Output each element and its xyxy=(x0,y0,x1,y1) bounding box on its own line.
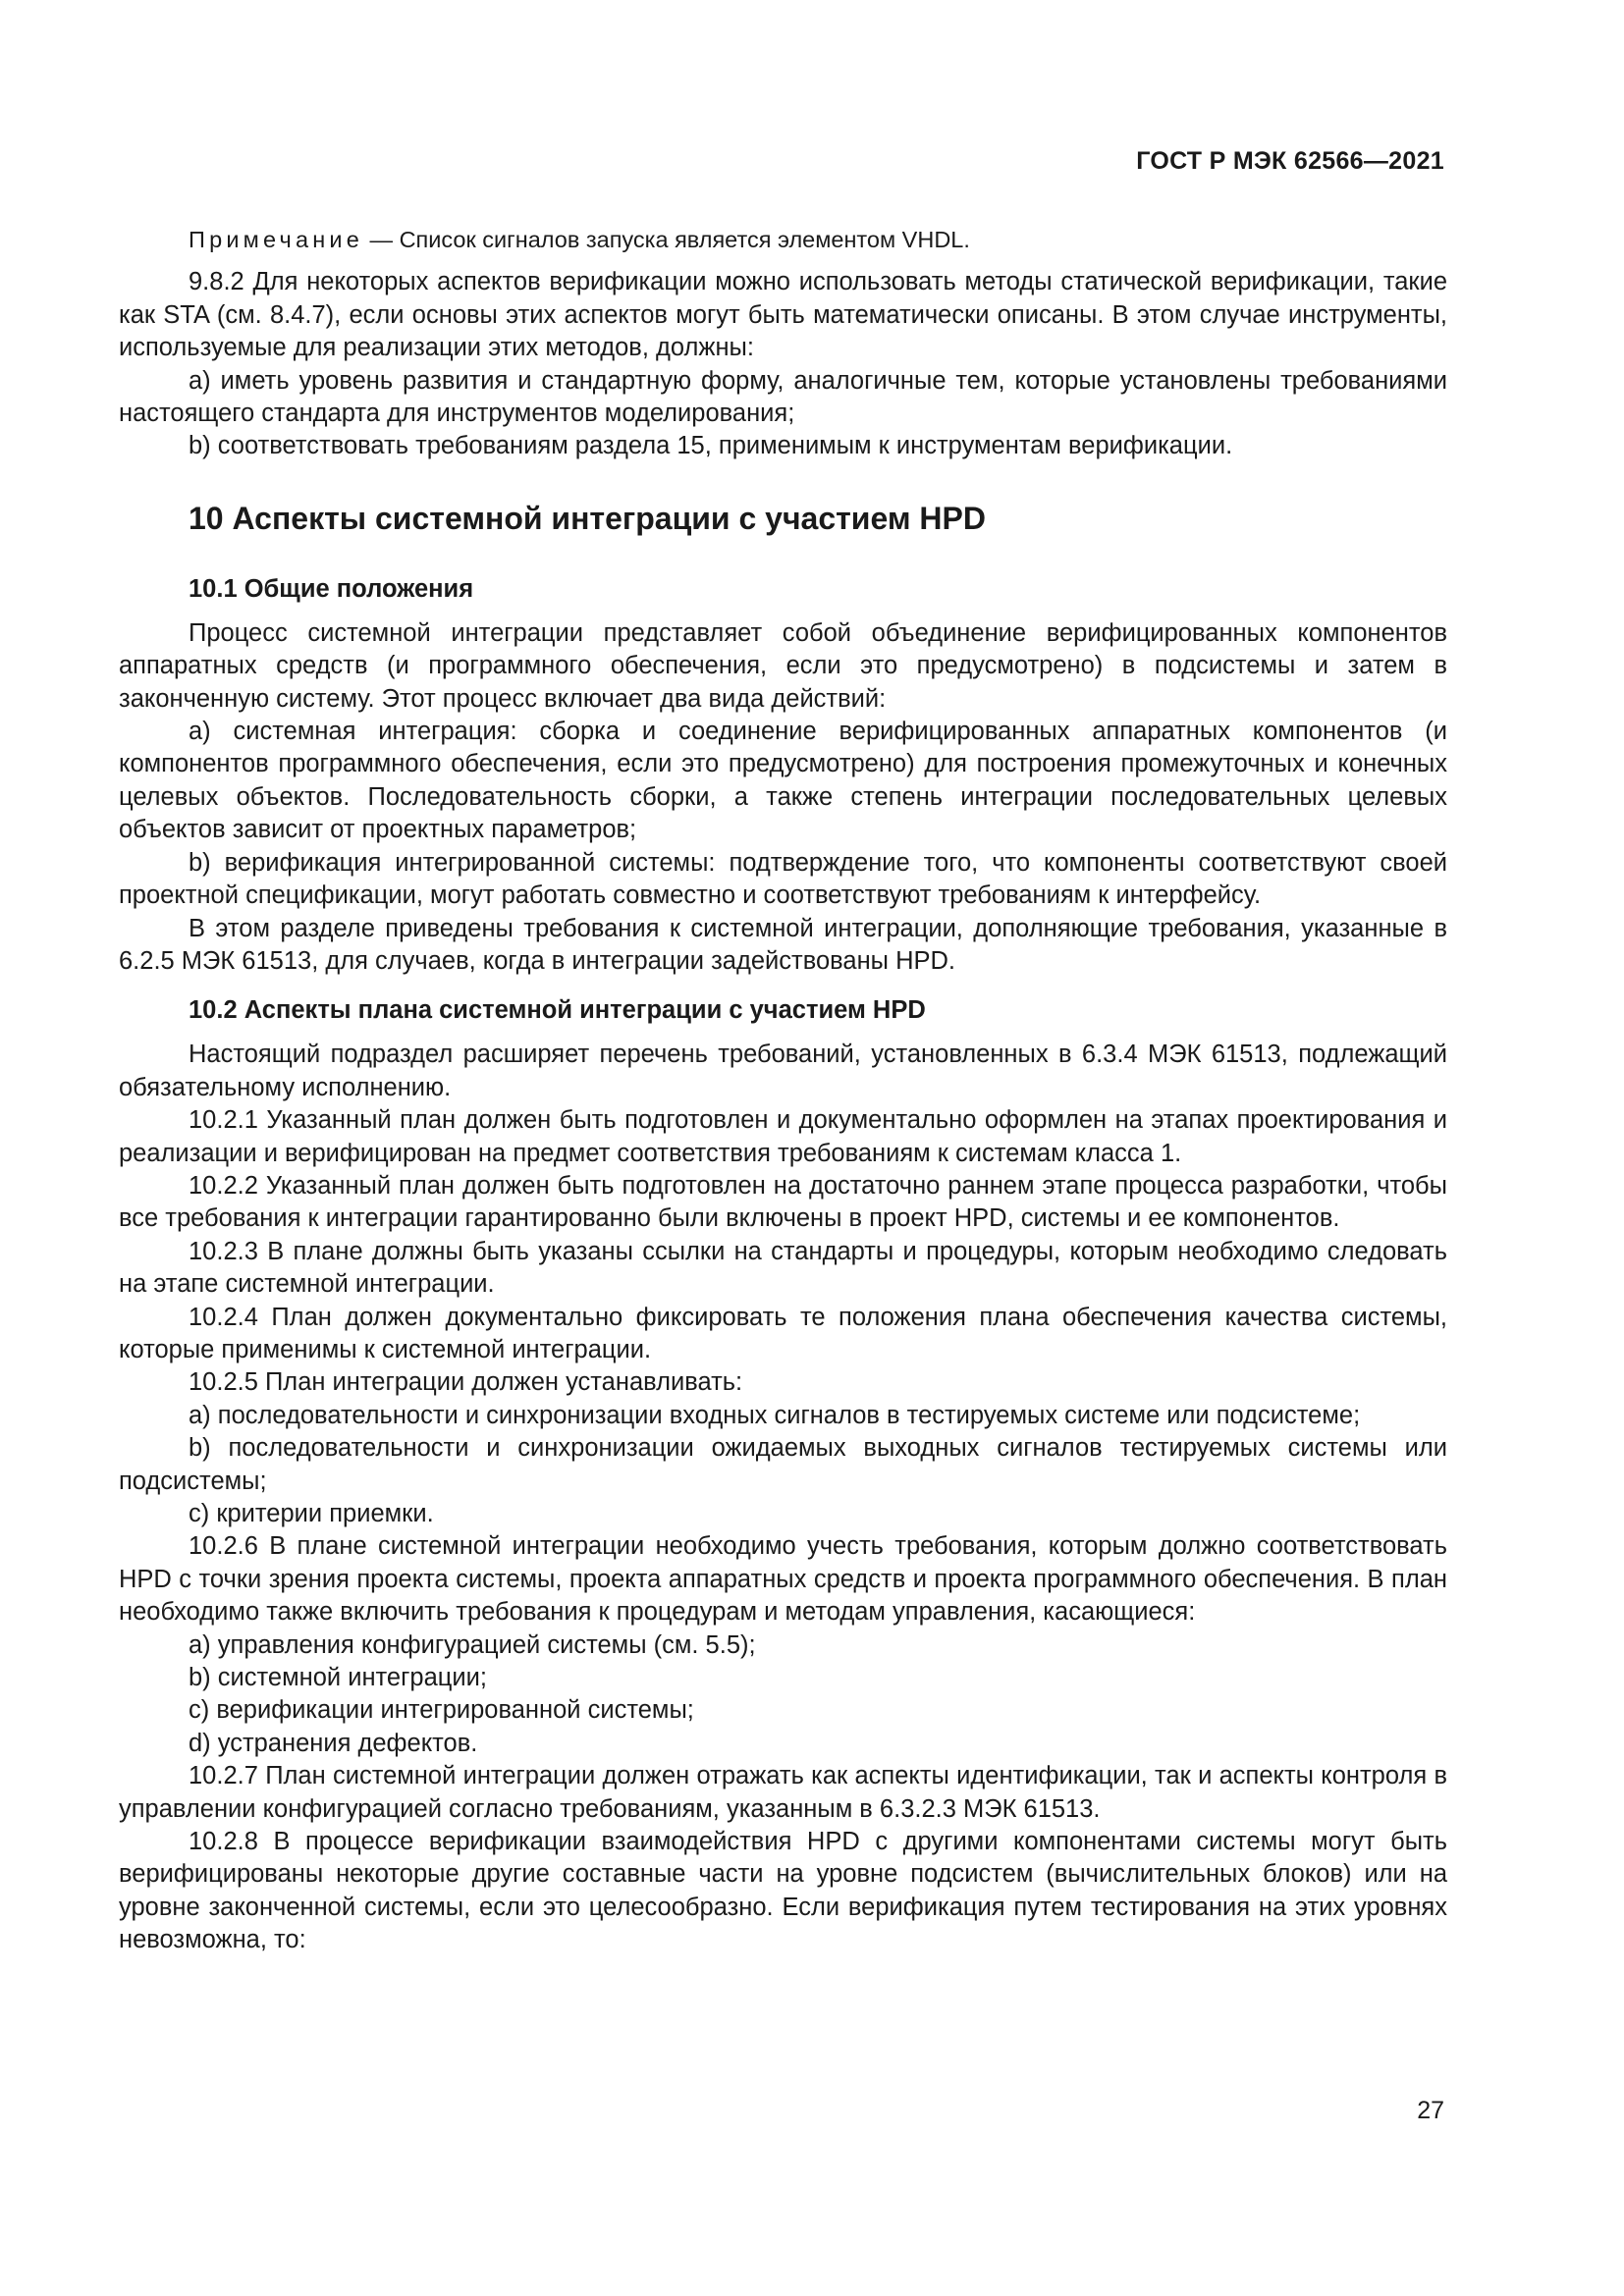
document-id-header: ГОСТ Р МЭК 62566—2021 xyxy=(1136,147,1444,175)
document-body xyxy=(119,224,1447,1957)
clause-10-2-5: 10.2.5 План интеграции должен устанавливать: xyxy=(189,1368,743,1397)
clause-10-2-4: 10.2.4 План должен документально фиксировать те положения плана обеспечения качества системы, которые применимы к системной интеграции. xyxy=(119,1303,1447,1363)
clause-10-2-8: 10.2.8 В процессе верификации взаимодействия HPD с другими компонентами системы могут быть верифицированы некоторые другие составные части на уровне подсистем (вычислительных блоков) или на уровне законченной системы, если это целесообразно. Если верификация путем тестирования на этих уровнях невозможна, то: xyxy=(119,1828,1447,1954)
section-10-title: 10 Аспекты системной интеграции с участием HPD xyxy=(189,500,986,536)
clause-10-2-3: 10.2.3 В плане должны быть указаны ссылки на стандарты и процедуры, которым необходимо следовать на этапе системной интеграции. xyxy=(119,1237,1447,1299)
list-item-10-1-a: a) системная интеграция: сборка и соединение верифицированных аппаратных компонентов (и компонентов программного обеспечения, если это предусмотрено) для построения промежуточных и конечных целевых объектов. Последовательность сборки, а также степень интеграции последовательных целевых объектов зависит от проектных параметров; xyxy=(119,718,1447,844)
list-item-10-2-5-c: c) критерии приемки. xyxy=(189,1500,434,1527)
list-item-10-1-b: b) верификация интегрированной системы: подтверждение того, что компоненты соответствуют своей проектной спецификации, могут работать совместно и соответствуют требованиям к интерфейсу. xyxy=(119,848,1447,910)
subsection-10-2-title: 10.2 Аспекты плана системной интеграции с участием HPD xyxy=(189,996,926,1025)
list-item-9-8-2-a: a) иметь уровень развития и стандартную форму, аналогичные тем, которые установлены требованиями настоящего стандарта для инструментов моделирования; xyxy=(119,366,1447,428)
list-item-10-2-6-c: c) верификации интегрированной системы; xyxy=(189,1696,694,1725)
subsection-10-1-title: 10.1 Общие положения xyxy=(189,574,474,603)
clause-10-2-6: 10.2.6 В плане системной интеграции необходимо учесть требования, которым должно соответствовать HPD с точки зрения проекта системы, проекта аппаратных средств и проекта программного обеспечения. В план необходимо также включить требования к процедурам и методам управления, касающиеся: xyxy=(119,1532,1447,1627)
list-item-10-2-6-d: d) устранения дефектов. xyxy=(189,1729,478,1757)
note-label: Примечание xyxy=(189,227,364,252)
list-item-10-2-6-a: a) управления конфигурацией системы (см. 5.5); xyxy=(189,1630,756,1659)
page-number: 27 xyxy=(1417,2097,1444,2124)
list-item-9-8-2-b: b) соответствовать требованиям раздела 15, применимым к инструментам верификации. xyxy=(189,432,1233,460)
list-item-10-2-6-b: b) системной интеграции; xyxy=(189,1664,487,1692)
paragraph-9-8-2: 9.8.2 Для некоторых аспектов верификации можно использовать методы статической верификации, такие как STA (см. 8.4.7), если основы этих аспектов могут быть математически описаны. В этом случае инструменты, используемые для реализации этих методов, должны: xyxy=(119,268,1447,362)
list-item-10-2-5-b: b) последовательности и синхронизации ожидаемых выходных сигналов тестируемых системы или подсистемы; xyxy=(119,1434,1447,1495)
paragraph-10-1-scope: В этом разделе приведены требования к системной интеграции, дополняющие требования, указанные в 6.2.5 МЭК 61513, для случаев, когда в интеграции задействованы HPD. xyxy=(119,914,1447,975)
clause-10-2-7: 10.2.7 План системной интеграции должен отражать как аспекты идентификации, так и аспекты контроля в управлении конфигурацией согласно требованиям, указанным в 6.3.2.3 МЭК 61513. xyxy=(119,1762,1447,1823)
paragraph-10-2-intro: Настоящий подраздел расширяет перечень требований, установленных в 6.3.4 МЭК 61513, подлежащий обязательному исполнению. xyxy=(119,1041,1447,1101)
clause-10-2-2: 10.2.2 Указанный план должен быть подготовлен на достаточно раннем этапе процесса разработки, чтобы все требования к интеграции гарантированно были включены в проект HPD, системы и ее компонентов. xyxy=(119,1171,1447,1233)
note-text: — Список сигналов запуска является элементом VHDL. xyxy=(363,227,970,252)
clause-10-2-1: 10.2.1 Указанный план должен быть подготовлен и документально оформлен на этапах проектирования и реализации и верифицирован на предмет соответствия требованиям к системам класса 1. xyxy=(119,1106,1447,1167)
paragraph-10-1-intro: Процесс системной интеграции представляет собой объединение верифицированных компонентов аппаратных средств (и программного обеспечения, если это предусмотрено) в подсистемы и затем в законченную систему. Этот процесс включает два вида действий: xyxy=(119,618,1447,713)
note-paragraph xyxy=(119,224,1447,256)
list-item-10-2-5-a: a) последовательности и синхронизации входных сигналов в тестируемых системе или подсистеме; xyxy=(189,1401,1361,1429)
